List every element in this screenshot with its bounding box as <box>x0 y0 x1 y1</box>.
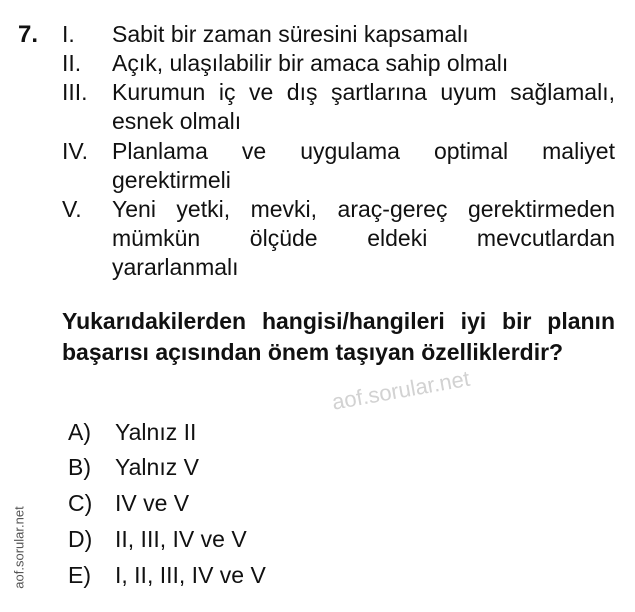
option-b[interactable] <box>68 453 199 482</box>
option-e-text: I, II, III, IV ve V <box>115 562 266 588</box>
watermark: aof.sorular.net <box>330 365 472 415</box>
statement-1-text: Sabit bir zaman süresini kapsamalı <box>112 21 469 47</box>
statement-1 <box>62 20 615 49</box>
question-stem: Yukarıdakilerden hangisi/hangileri iyi bir planın başarısı açısından önem taşıyan özelliklerdir? <box>62 308 615 365</box>
option-c-text: IV ve V <box>115 490 190 516</box>
option-a-letter: A) <box>68 419 91 445</box>
option-c[interactable] <box>68 489 189 518</box>
option-d[interactable] <box>68 525 247 554</box>
statement-5-numeral: V. <box>62 196 82 222</box>
option-d-letter: D) <box>68 526 93 552</box>
statement-3 <box>62 78 615 136</box>
statement-4 <box>62 137 615 195</box>
option-d-text: II, III, IV ve V <box>115 526 247 552</box>
statement-2-text: Açık, ulaşılabilir bir amaca sahip olmalı <box>112 50 509 76</box>
option-e-letter: E) <box>68 562 91 588</box>
statement-3-numeral: III. <box>62 79 88 105</box>
statement-3-text: Kurumun iç ve dış şartlarına uyum sağlamalı, esnek olmalı <box>112 79 615 134</box>
option-a[interactable] <box>68 418 196 447</box>
statement-2-numeral: II. <box>62 50 82 76</box>
side-watermark: aof.sorular.net <box>11 506 27 589</box>
option-b-text: Yalnız V <box>115 454 199 480</box>
option-a-text: Yalnız II <box>115 419 197 445</box>
statement-1-numeral: I. <box>62 21 75 47</box>
question-number: 7. <box>18 21 39 48</box>
statement-4-numeral: IV. <box>62 138 89 164</box>
option-c-letter: C) <box>68 490 93 516</box>
statement-5 <box>62 195 615 282</box>
statement-4-text: Planlama ve uygulama optimal maliyet gerektirmeli <box>112 138 615 193</box>
statement-2 <box>62 49 615 78</box>
option-b-letter: B) <box>68 454 91 480</box>
option-e[interactable] <box>68 561 266 590</box>
statement-5-text: Yeni yetki, mevki, araç-gereç gerektirmeden mümkün ölçüde eldeki mevcutlardan yararlanmalı <box>112 196 615 280</box>
